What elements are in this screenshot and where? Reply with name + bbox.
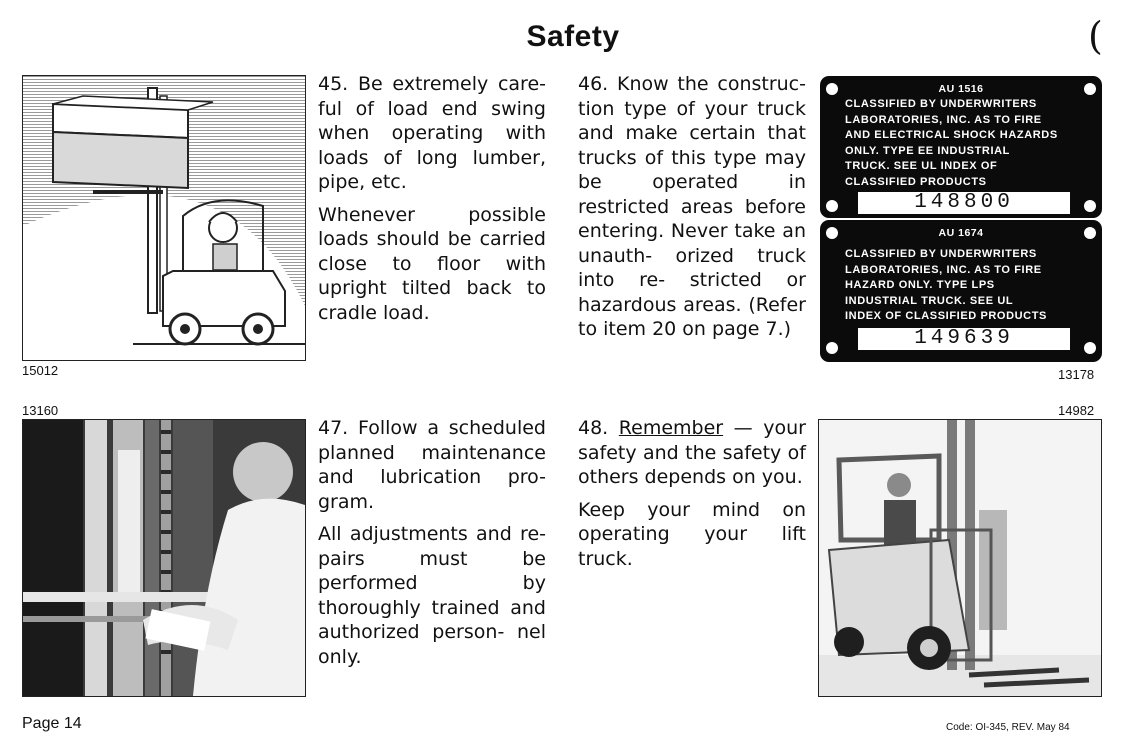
page-title: Safety <box>526 20 620 53</box>
item-48-paragraph-2: Keep your mind on operating your lift truck. <box>578 498 806 570</box>
item-45-paragraph-2: Whenever possible loads should be carried close to floor with upright tilted back to cradle load. <box>318 203 546 324</box>
plate-1-line: CLASSIFIED PRODUCTS <box>845 175 987 188</box>
plate-1-line: ONLY. TYPE EE INDUSTRIAL <box>845 144 1010 157</box>
plate-hole-icon <box>1084 200 1096 212</box>
item-48-text: — your safety and the safety of others depends on you. <box>578 417 806 488</box>
item-47-paragraph-2: All adjustments and re- pairs must be performed by thoroughly trained and authorized person- nel only. <box>318 523 546 668</box>
figure-maintenance-photo <box>22 419 306 697</box>
figure-number-13178: 13178 <box>1058 367 1095 382</box>
plate-1-line: LABORATORIES, INC. AS TO FIRE <box>845 113 1042 126</box>
item-47-paragraph-1: 47. Follow a scheduled planned maintenance and lubrication pro- gram. <box>318 417 546 513</box>
plate-hole-icon <box>826 342 838 354</box>
plate-1-line: CLASSIFIED BY UNDERWRITERS <box>845 98 1037 110</box>
classification-plate-2 <box>820 220 1102 362</box>
item-45-paragraph-1: 45. Be extremely care- ful of load end swing when operating with loads of long lumber, pipe, etc. <box>318 73 546 193</box>
item-47 <box>318 416 546 677</box>
plate-1-line: TRUCK. SEE UL INDEX OF <box>845 160 998 172</box>
plate-2-text <box>845 247 1047 325</box>
figure-number-14982: 14982 <box>1058 403 1095 418</box>
plate-2-au-number: AU 1674 <box>938 227 984 239</box>
item-48-paragraph-1 <box>578 416 806 490</box>
plate-2-line: INDUSTRIAL TRUCK. SEE UL <box>845 294 1014 307</box>
item-48-emphasis: Remember <box>618 417 724 439</box>
figure-number-13160: 13160 <box>22 403 59 418</box>
plate-2-line: HAZARD ONLY. TYPE LPS <box>845 279 995 291</box>
mechanic-maintenance-photo <box>23 420 305 696</box>
plate-2-line: INDEX OF CLASSIFIED PRODUCTS <box>845 310 1047 322</box>
plate-2-serial: 149639 <box>858 328 1070 350</box>
plate-2-line: CLASSIFIED BY UNDERWRITERS <box>845 248 1037 260</box>
plate-1-text <box>845 97 1058 190</box>
item-46-paragraph-1: 46. Know the construc- tion type of your truck and make certain that trucks of this type may be operated in restricted areas before entering. Never take an unauth- orized truck into re- stricted or hazardous areas. (Refer to item 20 on page 7.) <box>578 73 806 340</box>
figure-lumber-forklift <box>22 75 306 361</box>
revision-code: Code: OI-345, REV. May 84 <box>946 722 1070 733</box>
item-45 <box>318 72 546 333</box>
classification-plate-1 <box>820 76 1102 218</box>
corner-mark: ( <box>1088 14 1103 58</box>
plate-1-au-number: AU 1516 <box>938 83 984 95</box>
plate-1-line: AND ELECTRICAL SHOCK HAZARDS <box>845 129 1058 141</box>
item-46 <box>578 72 806 350</box>
plate-hole-icon <box>1084 342 1096 354</box>
ul-classification-plates <box>820 76 1102 362</box>
plate-2-line: LABORATORIES, INC. AS TO FIRE <box>845 263 1042 276</box>
item-48-number: 48. <box>578 417 609 439</box>
plate-1-serial: 148800 <box>858 192 1070 214</box>
forklift-with-lumber-illustration <box>23 76 305 360</box>
figure-forklift-photo <box>818 419 1102 697</box>
figure-number-15012: 15012 <box>22 363 59 378</box>
forklift-photo <box>819 420 1101 696</box>
item-48 <box>578 416 806 579</box>
page-number: Page 14 <box>22 715 82 732</box>
plate-hole-icon <box>826 200 838 212</box>
